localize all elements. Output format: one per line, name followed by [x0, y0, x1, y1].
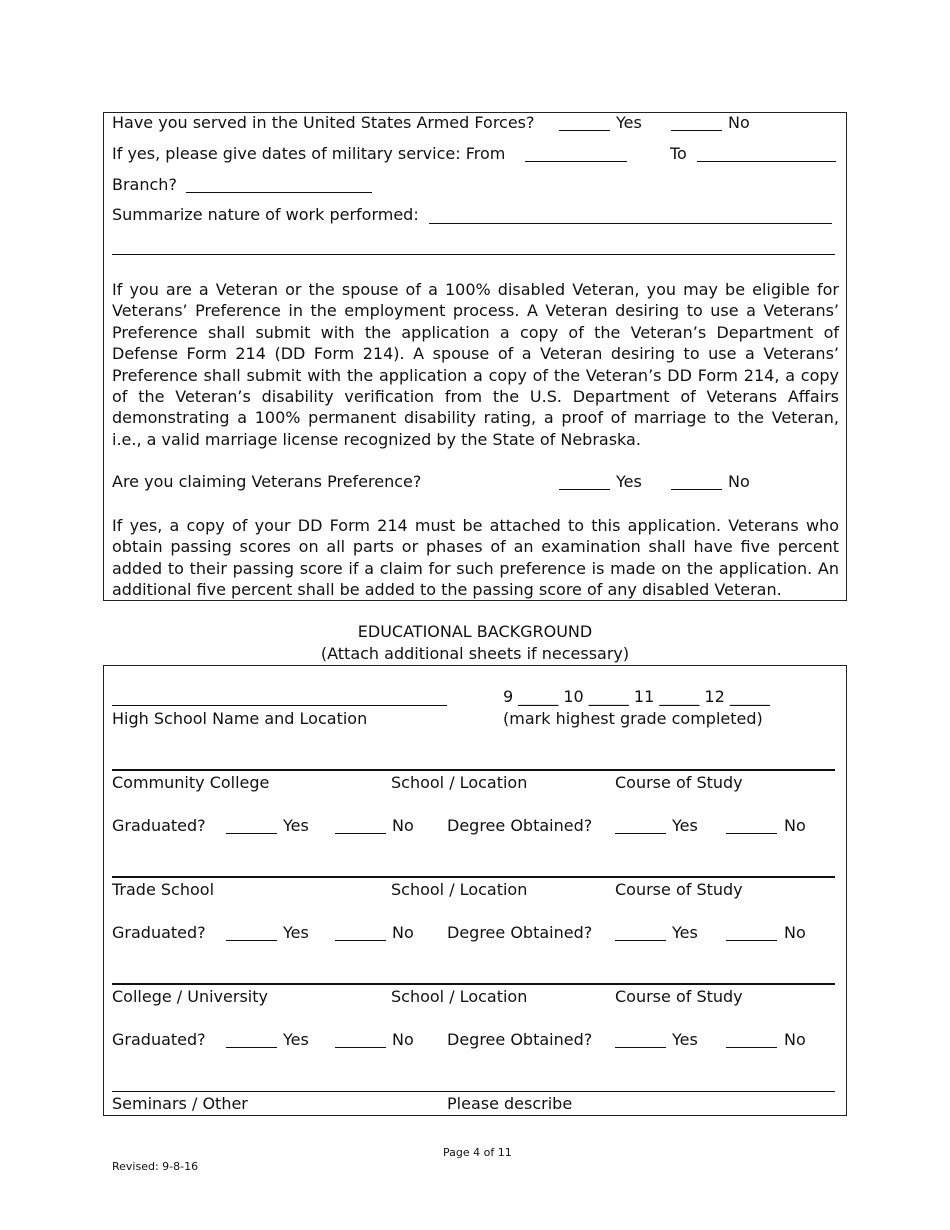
claiming-no-label: No: [728, 472, 750, 491]
high-school-label: High School Name and Location: [112, 709, 368, 728]
cc-degree-no-blank[interactable]: [726, 833, 777, 834]
cc-course-of-study-label: Course of Study: [615, 773, 743, 792]
ts-degree-yes-blank[interactable]: [615, 940, 666, 941]
page-number: Page 4 of 11: [443, 1146, 512, 1159]
education-subtitle: (Attach additional sheets if necessary): [320, 644, 630, 663]
claiming-preference-question: Are you claiming Veterans Preference?: [112, 472, 422, 491]
cc-school-location-label: School / Location: [391, 773, 528, 792]
ts-graduated-yes: Yes: [283, 923, 309, 942]
ts-degree-no: No: [784, 923, 806, 942]
cc-graduated-yes-blank[interactable]: [226, 833, 277, 834]
college-line[interactable]: [112, 983, 835, 985]
seminars-label: Seminars / Other: [112, 1094, 248, 1113]
seminars-line[interactable]: [112, 1091, 835, 1092]
cu-graduated-no-blank[interactable]: [335, 1047, 386, 1048]
ts-graduated-yes-blank[interactable]: [226, 940, 277, 941]
served-no-label: No: [728, 113, 750, 132]
ts-degree-no-blank[interactable]: [726, 940, 777, 941]
work-summary-blank-2[interactable]: [112, 254, 835, 255]
service-from-blank[interactable]: [525, 161, 627, 162]
cu-graduated-yes-blank[interactable]: [226, 1047, 277, 1048]
service-to-label: To: [670, 144, 687, 163]
cc-graduated-no: No: [392, 816, 414, 835]
branch-question: Branch?: [112, 175, 177, 194]
trade-school-label: Trade School: [112, 880, 215, 899]
dd214-paragraph: If yes, a copy of your DD Form 214 must be attached to this application. Veterans who obtain passing scores on all parts or phases of an examination shall have five percent added to their passing score if a claim for such preference is made on the application. An additional five percent shall be added to the passing score of any disabled Veteran.: [112, 516, 839, 600]
grade-options[interactable]: 9 _____ 10 _____ 11 _____ 12 _____: [503, 687, 770, 706]
ts-graduated-no-blank[interactable]: [335, 940, 386, 941]
college-label: College / University: [112, 987, 268, 1006]
cc-degree-label: Degree Obtained?: [447, 816, 593, 835]
community-college-line[interactable]: [112, 769, 835, 771]
served-yes-blank[interactable]: [559, 130, 610, 131]
service-to-blank[interactable]: [697, 161, 836, 162]
cu-graduated-label: Graduated?: [112, 1030, 206, 1049]
cu-degree-no-blank[interactable]: [726, 1047, 777, 1048]
ts-graduated-no: No: [392, 923, 414, 942]
ts-graduated-label: Graduated?: [112, 923, 206, 942]
work-summary-blank-1[interactable]: [429, 223, 832, 224]
cu-degree-yes-blank[interactable]: [615, 1047, 666, 1048]
please-describe-label: Please describe: [447, 1094, 573, 1113]
work-summary-question: Summarize nature of work performed:: [112, 205, 419, 224]
cc-degree-yes: Yes: [672, 816, 698, 835]
education-title: EDUCATIONAL BACKGROUND: [357, 622, 593, 641]
ts-degree-label: Degree Obtained?: [447, 923, 593, 942]
cu-degree-yes: Yes: [672, 1030, 698, 1049]
cu-graduated-yes: Yes: [283, 1030, 309, 1049]
ts-course-of-study-label: Course of Study: [615, 880, 743, 899]
cc-graduated-label: Graduated?: [112, 816, 206, 835]
trade-school-line[interactable]: [112, 876, 835, 878]
service-dates-question: If yes, please give dates of military service: From: [112, 144, 506, 163]
cc-degree-no: No: [784, 816, 806, 835]
veterans-preference-paragraph: If you are a Veteran or the spouse of a 100% disabled Veteran, you may be eligible for Veterans’ Preference in the employment process. A Veteran desiring to use a Veterans’ Preference shall submit with the application a copy of the Veteran’s Department of Defense Form 214 (DD Form 214). A spouse of a Veteran desiring to use a Veterans’ Preference shall submit with the application a copy of the Veteran’s DD Form 214, a copy of the Veteran’s disability verification from the U.S. Department of Veterans Affairs demonstrating a 100% permanent disability rating, a proof of marriage to the Veteran, i.e., a valid marriage license recognized by the State of Nebraska.: [112, 280, 839, 449]
claiming-yes-blank[interactable]: [559, 489, 610, 490]
cc-graduated-no-blank[interactable]: [335, 833, 386, 834]
cc-degree-yes-blank[interactable]: [615, 833, 666, 834]
ts-degree-yes: Yes: [672, 923, 698, 942]
revised-date: Revised: 9-8-16: [112, 1160, 199, 1173]
served-yes-label: Yes: [616, 113, 642, 132]
community-college-label: Community College: [112, 773, 270, 792]
ts-school-location-label: School / Location: [391, 880, 528, 899]
cu-degree-label: Degree Obtained?: [447, 1030, 593, 1049]
high-school-blank[interactable]: [112, 705, 447, 706]
cc-graduated-yes: Yes: [283, 816, 309, 835]
claiming-yes-label: Yes: [616, 472, 642, 491]
served-no-blank[interactable]: [671, 130, 722, 131]
grade-note: (mark highest grade completed): [503, 709, 763, 728]
claiming-no-blank[interactable]: [671, 489, 722, 490]
served-question: Have you served in the United States Armed Forces?: [112, 113, 535, 132]
branch-blank[interactable]: [186, 192, 372, 193]
cu-degree-no: No: [784, 1030, 806, 1049]
cu-course-of-study-label: Course of Study: [615, 987, 743, 1006]
cu-school-location-label: School / Location: [391, 987, 528, 1006]
cu-graduated-no: No: [392, 1030, 414, 1049]
